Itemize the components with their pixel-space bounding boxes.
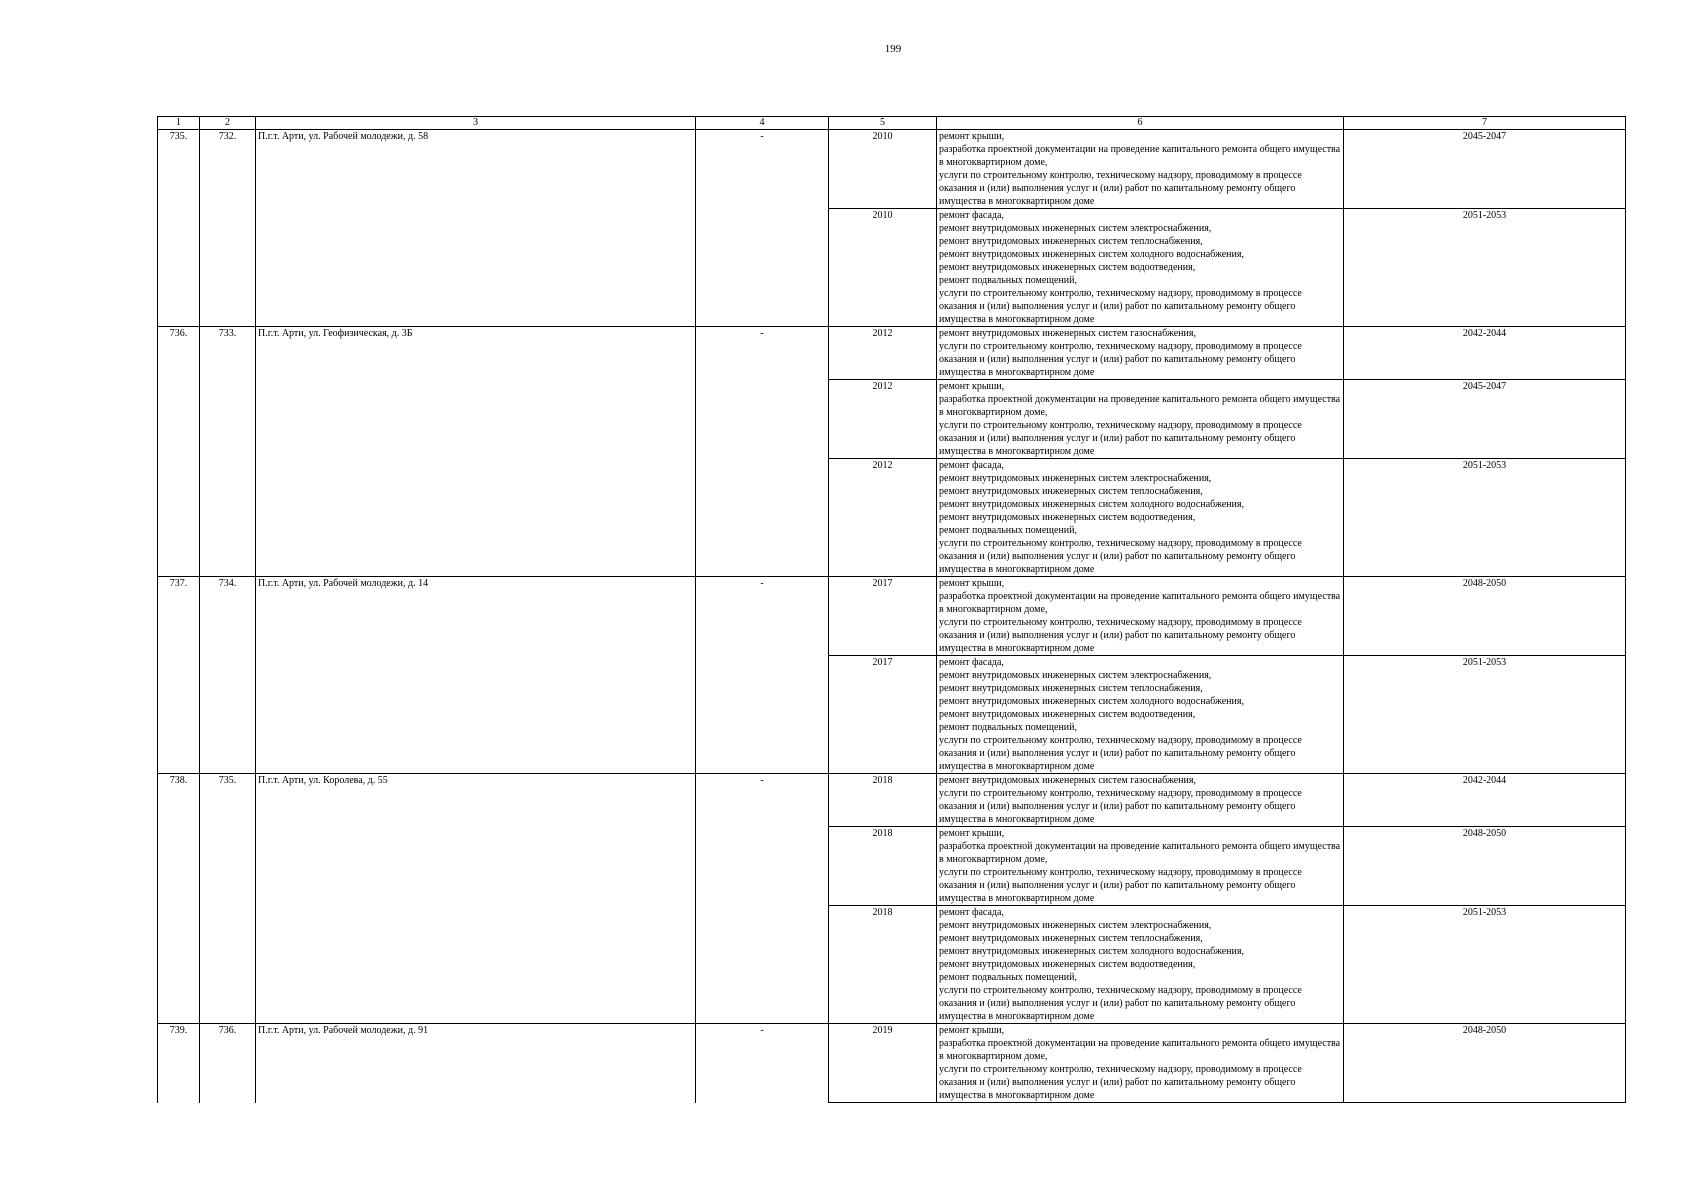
address-cell: П.г.т. Арти, ул. Геофизическая, д. 3Б <box>256 327 696 577</box>
address-cell: П.г.т. Арти, ул. Королева, д. 55 <box>256 774 696 1024</box>
period-cell: 2042-2044 <box>1344 327 1626 380</box>
works-cell: ремонт крыши, разработка проектной документации на проведение капитального ремонта общего имущества в многоквартирном доме, услуги по строительному контролю, техническому надзору, проводимому в процессе оказания и (или) выполнения услуг и (или) работ по капитальному ремонту общего имущества в многоквартирном доме <box>937 577 1344 656</box>
row-number: 738. <box>158 774 200 1024</box>
address-cell: П.г.т. Арти, ул. Рабочей молодежи, д. 91 <box>256 1024 696 1103</box>
column-header-6: 6 <box>937 117 1344 130</box>
period-cell: 2051-2053 <box>1344 459 1626 577</box>
year-cell: 2018 <box>829 906 937 1024</box>
works-cell: ремонт внутридомовых инженерных систем газоснабжения, услуги по строительному контролю, техническому надзору, проводимому в процессе оказания и (или) выполнения услуг и (или) работ по капитальному ремонту общего имущества в многоквартирном доме <box>937 327 1344 380</box>
table-row <box>158 130 1626 209</box>
works-cell: ремонт крыши, разработка проектной документации на проведение капитального ремонта общего имущества в многоквартирном доме, услуги по строительному контролю, техническому надзору, проводимому в процессе оказания и (или) выполнения услуг и (или) работ по капитальному ремонту общего имущества в многоквартирном доме <box>937 130 1344 209</box>
works-cell: ремонт крыши, разработка проектной документации на проведение капитального ремонта общего имущества в многоквартирном доме, услуги по строительному контролю, техническому надзору, проводимому в процессе оказания и (или) выполнения услуг и (или) работ по капитальному ремонту общего имущества в многоквартирном доме <box>937 380 1344 459</box>
column-header-3: 3 <box>256 117 696 130</box>
row-number: 736. <box>158 327 200 577</box>
col4-cell: - <box>696 130 829 327</box>
works-cell: ремонт внутридомовых инженерных систем газоснабжения, услуги по строительному контролю, техническому надзору, проводимому в процессе оказания и (или) выполнения услуг и (или) работ по капитальному ремонту общего имущества в многоквартирном доме <box>937 774 1344 827</box>
table-row <box>158 577 1626 656</box>
table-row <box>158 1024 1626 1103</box>
address-cell: П.г.т. Арти, ул. Рабочей молодежи, д. 58 <box>256 130 696 327</box>
period-cell: 2051-2053 <box>1344 656 1626 774</box>
works-cell: ремонт фасада, ремонт внутридомовых инженерных систем электроснабжения, ремонт внутридомовых инженерных систем теплоснабжения, ремонт внутридомовых инженерных систем холодного водоснабжения, ремонт внутридомовых инженерных систем водоотведения, ремонт подвальных помещений, услуги по строительному контролю, техническому надзору, проводимому в процессе оказания и (или) выполнения услуг и (или) работ по капитальному ремонту общего имущества в многоквартирном доме <box>937 906 1344 1024</box>
column-header-1: 1 <box>158 117 200 130</box>
works-cell: ремонт крыши, разработка проектной документации на проведение капитального ремонта общего имущества в многоквартирном доме, услуги по строительному контролю, техническому надзору, проводимому в процессе оказания и (или) выполнения услуг и (или) работ по капитальному ремонту общего имущества в многоквартирном доме <box>937 1024 1344 1103</box>
capital-repair-table <box>157 116 1626 1103</box>
period-cell: 2048-2050 <box>1344 1024 1626 1103</box>
year-cell: 2017 <box>829 656 937 774</box>
period-cell: 2042-2044 <box>1344 774 1626 827</box>
row-number-secondary: 733. <box>200 327 256 577</box>
column-header-7: 7 <box>1344 117 1626 130</box>
period-cell: 2051-2053 <box>1344 906 1626 1024</box>
year-cell: 2012 <box>829 327 937 380</box>
column-header-4: 4 <box>696 117 829 130</box>
row-number-secondary: 736. <box>200 1024 256 1103</box>
row-number: 735. <box>158 130 200 327</box>
period-cell: 2051-2053 <box>1344 209 1626 327</box>
table-row <box>158 327 1626 380</box>
year-cell: 2012 <box>829 459 937 577</box>
period-cell: 2048-2050 <box>1344 827 1626 906</box>
works-cell: ремонт крыши, разработка проектной документации на проведение капитального ремонта общего имущества в многоквартирном доме, услуги по строительному контролю, техническому надзору, проводимому в процессе оказания и (или) выполнения услуг и (или) работ по капитальному ремонту общего имущества в многоквартирном доме <box>937 827 1344 906</box>
column-header-2: 2 <box>200 117 256 130</box>
column-header-5: 5 <box>829 117 937 130</box>
row-number: 739. <box>158 1024 200 1103</box>
year-cell: 2018 <box>829 774 937 827</box>
year-cell: 2019 <box>829 1024 937 1103</box>
works-cell: ремонт фасада, ремонт внутридомовых инженерных систем электроснабжения, ремонт внутридомовых инженерных систем теплоснабжения, ремонт внутридомовых инженерных систем холодного водоснабжения, ремонт внутридомовых инженерных систем водоотведения, ремонт подвальных помещений, услуги по строительному контролю, техническому надзору, проводимому в процессе оказания и (или) выполнения услуг и (или) работ по капитальному ремонту общего имущества в многоквартирном доме <box>937 459 1344 577</box>
col4-cell: - <box>696 577 829 774</box>
column-number-row <box>158 117 1626 130</box>
period-cell: 2045-2047 <box>1344 130 1626 209</box>
row-number-secondary: 732. <box>200 130 256 327</box>
row-number-secondary: 735. <box>200 774 256 1024</box>
col4-cell: - <box>696 774 829 1024</box>
period-cell: 2048-2050 <box>1344 577 1626 656</box>
works-cell: ремонт фасада, ремонт внутридомовых инженерных систем электроснабжения, ремонт внутридомовых инженерных систем теплоснабжения, ремонт внутридомовых инженерных систем холодного водоснабжения, ремонт внутридомовых инженерных систем водоотведения, ремонт подвальных помещений, услуги по строительному контролю, техническому надзору, проводимому в процессе оказания и (или) выполнения услуг и (или) работ по капитальному ремонту общего имущества в многоквартирном доме <box>937 656 1344 774</box>
table-row <box>158 774 1626 827</box>
row-number: 737. <box>158 577 200 774</box>
page-number: 199 <box>884 43 902 55</box>
works-cell: ремонт фасада, ремонт внутридомовых инженерных систем электроснабжения, ремонт внутридомовых инженерных систем теплоснабжения, ремонт внутридомовых инженерных систем холодного водоснабжения, ремонт внутридомовых инженерных систем водоотведения, ремонт подвальных помещений, услуги по строительному контролю, техническому надзору, проводимому в процессе оказания и (или) выполнения услуг и (или) работ по капитальному ремонту общего имущества в многоквартирном доме <box>937 209 1344 327</box>
year-cell: 2018 <box>829 827 937 906</box>
period-cell: 2045-2047 <box>1344 380 1626 459</box>
year-cell: 2010 <box>829 130 937 209</box>
year-cell: 2017 <box>829 577 937 656</box>
address-cell: П.г.т. Арти, ул. Рабочей молодежи, д. 14 <box>256 577 696 774</box>
row-number-secondary: 734. <box>200 577 256 774</box>
col4-cell: - <box>696 327 829 577</box>
col4-cell: - <box>696 1024 829 1103</box>
year-cell: 2010 <box>829 209 937 327</box>
year-cell: 2012 <box>829 380 937 459</box>
